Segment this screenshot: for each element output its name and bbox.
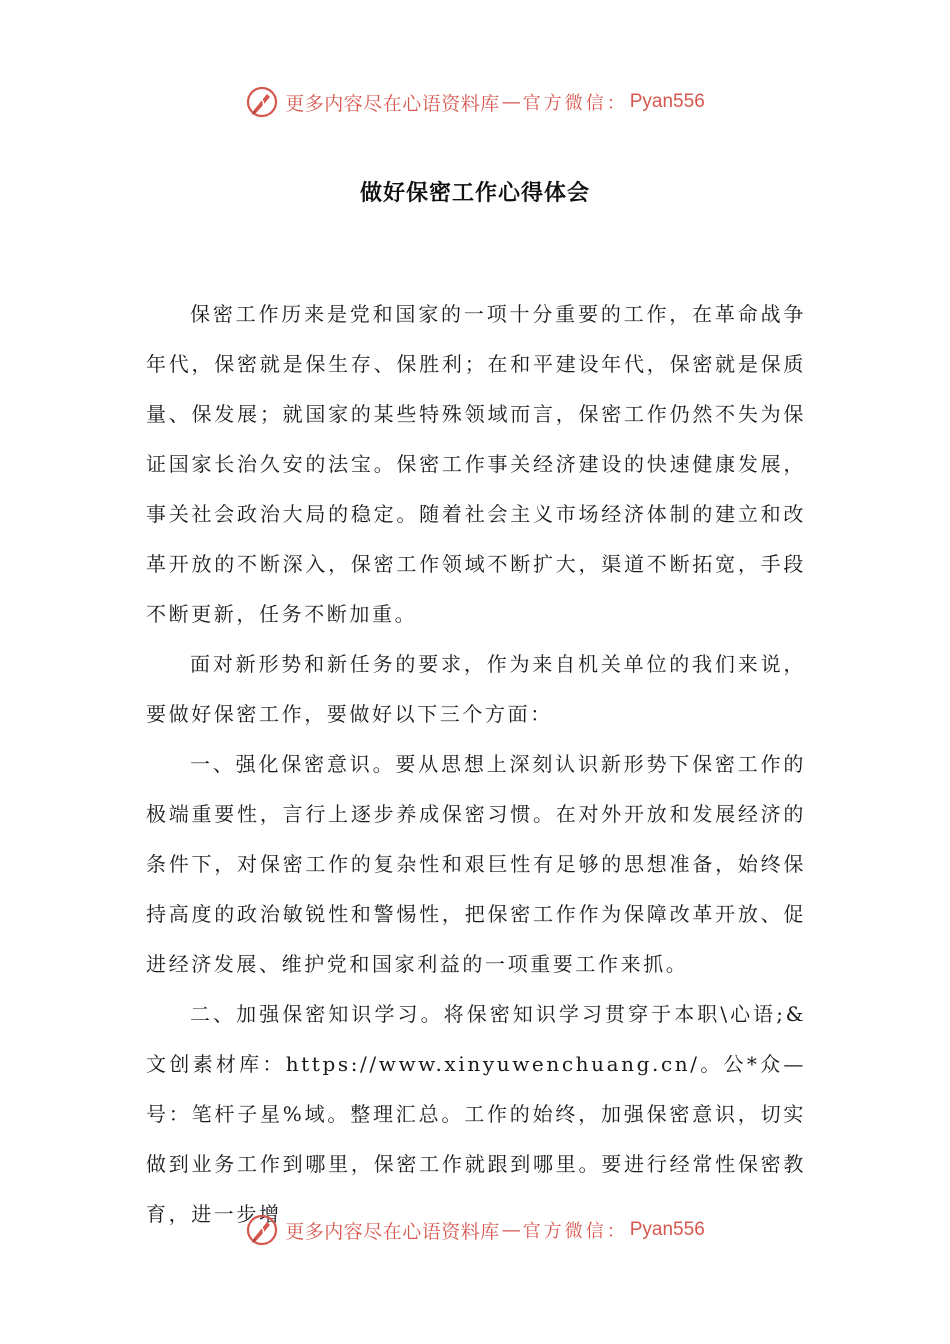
footer-banner (0, 1210, 950, 1250)
paragraph: 一、强化保密意识。要从思想上深刻认识新形势下保密工作的极端重要性，言行上逐步养成保密习惯。在对外开放和发展经济的条件下，对保密工作的复杂性和艰巨性有足够的思想准备，始终保持高度的政治敏锐性和警惕性，把保密工作作为保障改革开放、促进经济发展、维护党和国家利益的一项重要工作来抓。 (146, 752, 806, 976)
banner-brand-text: 更多内容尽在心语资料库 (285, 1220, 500, 1243)
paragraph: 保密工作历来是党和国家的一项十分重要的工作，在革命战争年代，保密就是保生存、保胜利；在和平建设年代，保密就是保质量、保发展；就国家的某些特殊领域而言，保密工作仍然不失为保证国家长治久安的法宝。保密工作事关经济建设的快速健康发展，事关社会政治大局的稳定。随着社会主义市场经济体制的建立和改革开放的不断深入，保密工作领域不断扩大，渠道不断拓宽，手段不断更新，任务不断加重。 (146, 302, 806, 626)
document-title: 做好保密工作心得体会 (359, 181, 590, 206)
pen-logo-icon (245, 1213, 279, 1247)
banner-wechat-id: Pyan556 (629, 91, 705, 112)
banner-wechat-label: 官方微信： (522, 1221, 628, 1242)
document-body (146, 289, 806, 1239)
banner-dash: — (501, 1219, 521, 1241)
banner-wechat-label: 官方微信： (522, 93, 628, 114)
banner-brand-text: 更多内容尽在心语资料库 (285, 92, 500, 115)
banner-wechat-id: Pyan556 (629, 1219, 705, 1240)
header-banner (0, 82, 950, 122)
pen-logo-icon (245, 85, 279, 119)
paragraph: 二、加强保密知识学习。将保密知识学习贯穿于本职\心语;&文创素材库：https://www.xinyuwenchuang.cn/。公*众—号：笔杆子星%域。整理汇总。工作的始终，加强保密意识，切实做到业务工作到哪里，保密工作就跟到哪里。要进行经常性保密教育，进一步增 (146, 1002, 806, 1226)
paragraph: 面对新形势和新任务的要求，作为来自机关单位的我们来说，要做好保密工作，要做好以下三个方面： (146, 652, 806, 726)
banner-dash: — (501, 91, 521, 113)
